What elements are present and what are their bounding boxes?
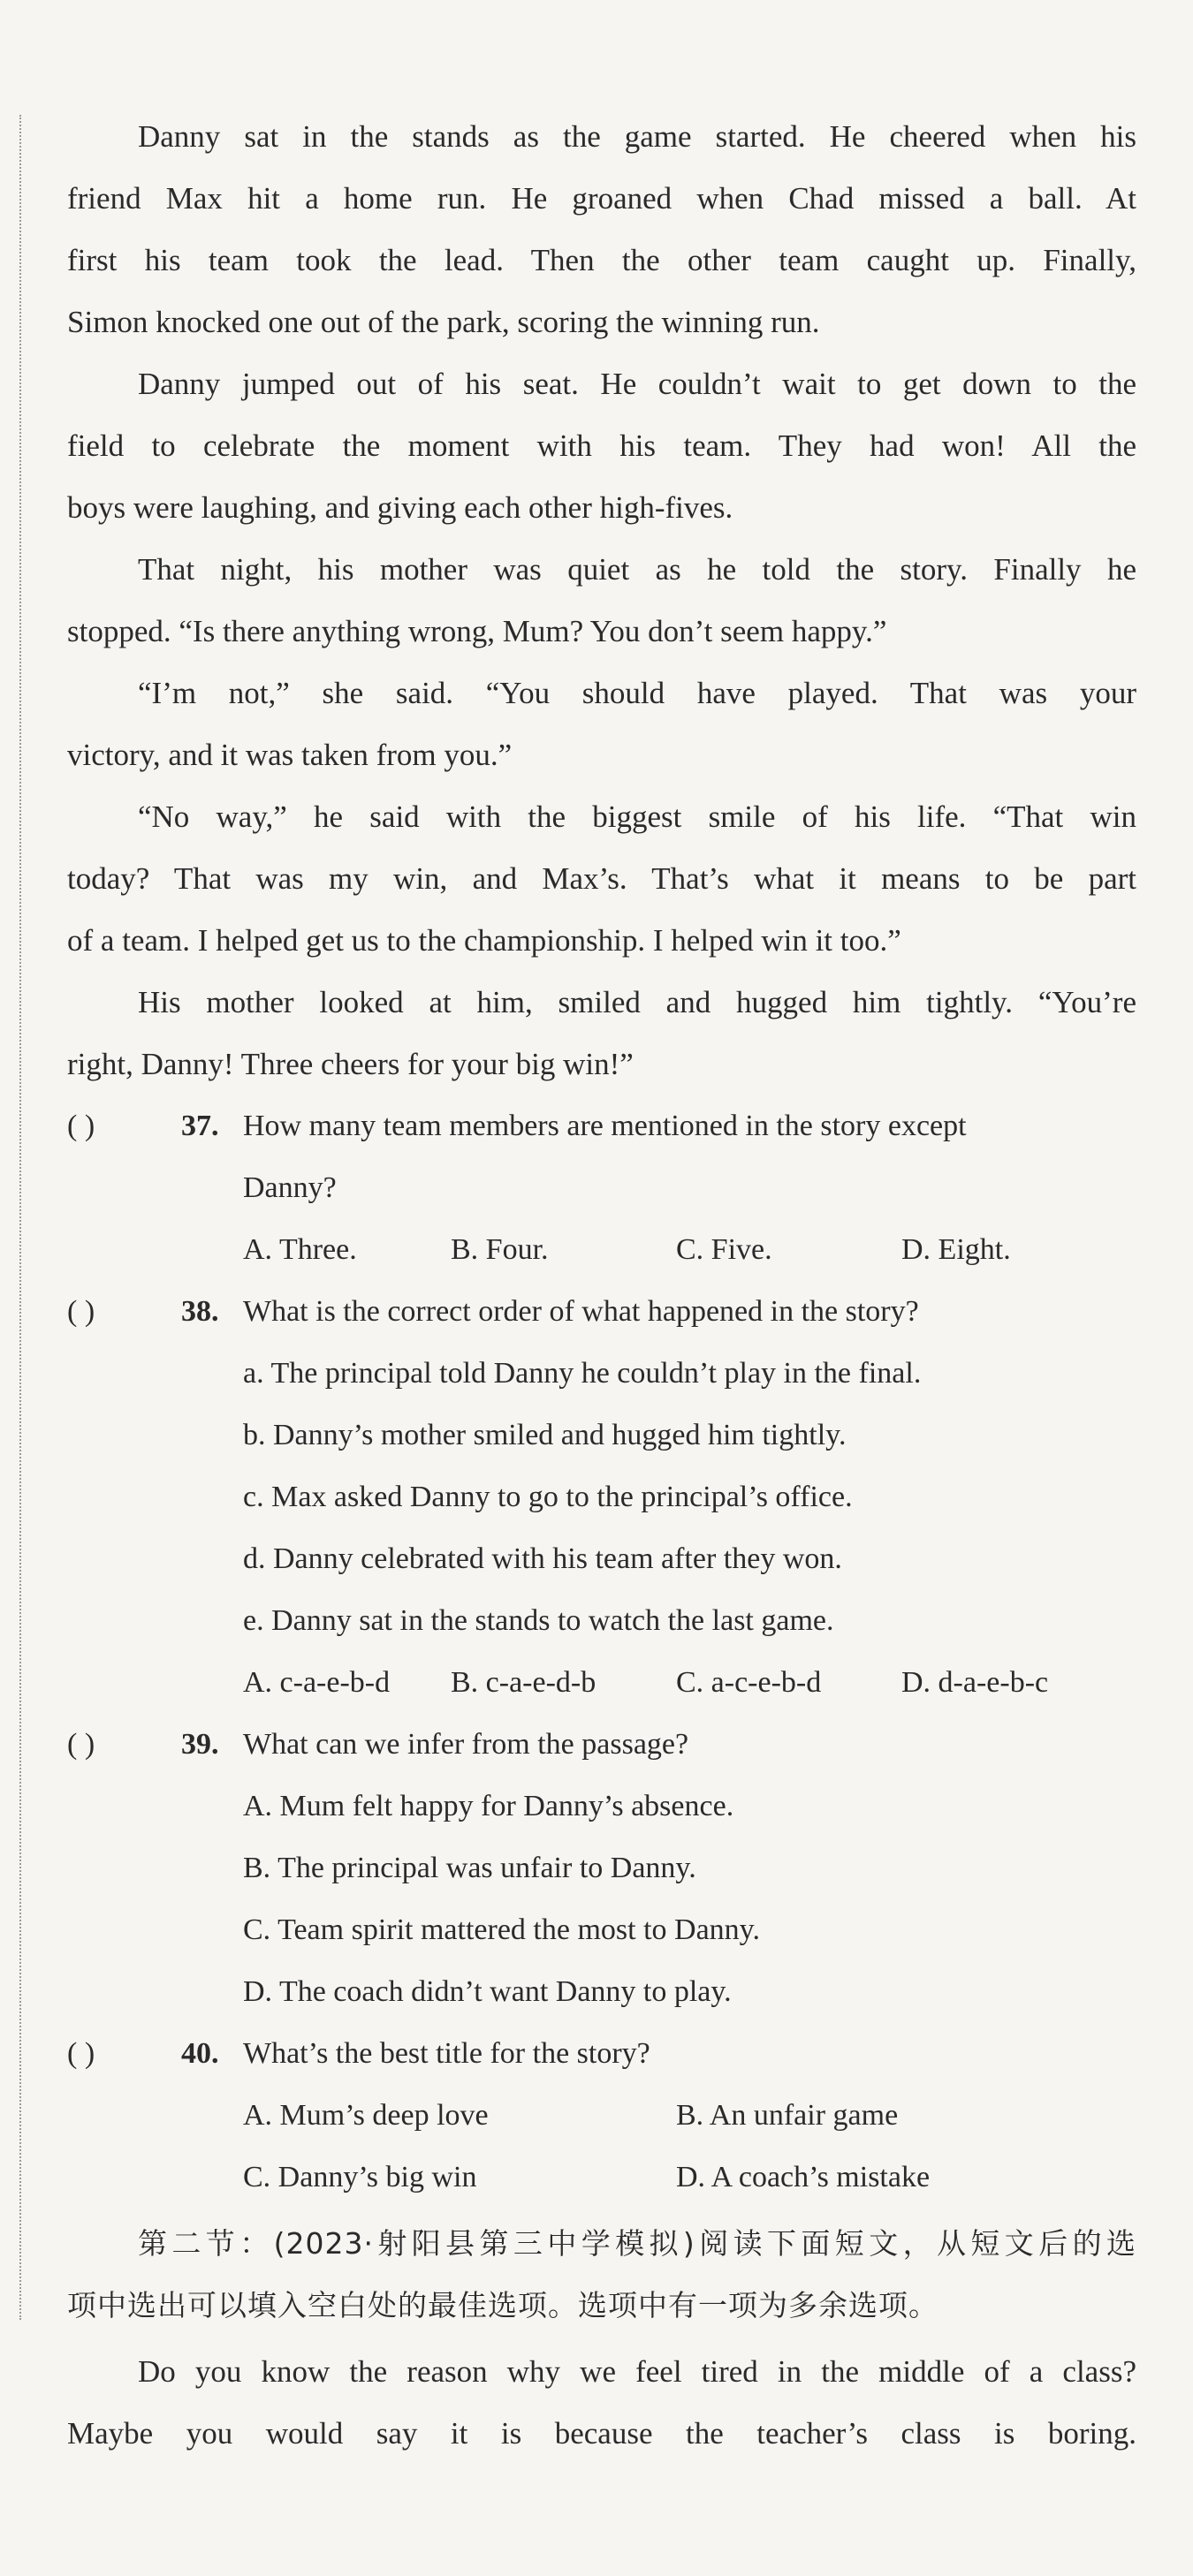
story-line: victory, and it was taken from you.” (67, 738, 513, 772)
story-line: stopped. “Is there anything wrong, Mum? You don’t seem happy.” (67, 614, 887, 648)
option-b[interactable]: B. c-a-e-d-b (451, 1666, 596, 1699)
question-number: 39. (181, 1728, 219, 1761)
option-c[interactable]: C. Danny’s big win (243, 2161, 477, 2193)
story-line: of a team. I helped get us to the championship. I helped win it too.” (67, 923, 901, 958)
question-number: 38. (181, 1295, 219, 1328)
question-text: What is the correct order of what happened in the story? (243, 1295, 919, 1328)
option-d[interactable]: D. Eight. (901, 1233, 1011, 1266)
event-item: c. Max asked Danny to go to the principal’s office. (243, 1481, 853, 1513)
story-line: Danny sat in the stands as the game started. He cheered when his (138, 119, 1136, 154)
instruction-line: 项中选出可以填入空白处的最佳选项。选项中有一项为多余选项。 (67, 2288, 938, 2322)
story-line: boys were laughing, and giving each other high-fives. (67, 490, 733, 525)
option-a[interactable]: A. c-a-e-b-d (243, 1666, 391, 1699)
event-item: e. Danny sat in the stands to watch the last game. (243, 1604, 834, 1637)
option-a[interactable]: A. Three. (243, 1233, 357, 1266)
answer-blank[interactable]: ( ) (67, 1110, 95, 1142)
option-a[interactable]: A. Mum felt happy for Danny’s absence. (243, 1790, 734, 1822)
option-c[interactable]: C. Team spirit mattered the most to Danny. (243, 1913, 760, 1946)
option-d[interactable]: D. d-a-e-b-c (901, 1666, 1049, 1699)
option-a[interactable]: A. Mum’s deep love (243, 2099, 489, 2132)
story-line: field to celebrate the moment with his team. They had won! All the (67, 428, 1136, 463)
story-line: “No way,” he said with the biggest smile of his life. “That win (138, 799, 1136, 834)
story-line: today? That was my win, and Max’s. That’s what it means to be part (67, 861, 1136, 896)
story-line: “I’m not,” she said. “You should have played. That was your (138, 676, 1136, 710)
option-d[interactable]: D. A coach’s mistake (676, 2161, 931, 2193)
event-item: a. The principal told Danny he couldn’t play in the final. (243, 1357, 922, 1390)
story-line: That night, his mother was quiet as he told the story. Finally he (138, 552, 1136, 587)
question-number: 40. (181, 2037, 219, 2070)
question-number: 37. (181, 1110, 219, 1142)
story-line: first his team took the lead. Then the other team caught up. Finally, (67, 243, 1136, 277)
instruction-line: 第二节：(2023·射阳县第三中学模拟)阅读下面短文，从短文后的选 (138, 2226, 1136, 2261)
answer-blank[interactable]: ( ) (67, 2037, 95, 2070)
option-b[interactable]: B. The principal was unfair to Danny. (243, 1852, 696, 1884)
story-line: friend Max hit a home run. He groaned when Chad missed a ball. At (67, 181, 1136, 216)
story-line: right, Danny! Three cheers for your big win!” (67, 1047, 634, 1081)
question-text: What can we infer from the passage? (243, 1728, 689, 1761)
option-b[interactable]: B. Four. (451, 1233, 549, 1266)
option-b[interactable]: B. An unfair game (676, 2099, 899, 2132)
event-item: d. Danny celebrated with his team after they won. (243, 1542, 842, 1575)
answer-blank[interactable]: ( ) (67, 1295, 95, 1328)
story-line: Danny jumped out of his seat. He couldn’t wait to get down to the (138, 367, 1136, 401)
story-line: His mother looked at him, smiled and hugged him tightly. “You’re (138, 985, 1136, 1019)
story-line: Simon knocked one out of the park, scoring the winning run. (67, 305, 820, 339)
option-c[interactable]: C. a-c-e-b-d (676, 1666, 822, 1699)
passage-line: Do you know the reason why we feel tired in the middle of a class? (138, 2354, 1136, 2389)
option-d[interactable]: D. The coach didn’t want Danny to play. (243, 1975, 732, 2008)
question-text: What’s the best title for the story? (243, 2037, 650, 2070)
question-text: How many team members are mentioned in the story except (243, 1110, 967, 1142)
question-text: Danny? (243, 1171, 337, 1204)
option-c[interactable]: C. Five. (676, 1233, 772, 1266)
answer-blank[interactable]: ( ) (67, 1728, 95, 1761)
event-item: b. Danny’s mother smiled and hugged him tightly. (243, 1419, 847, 1451)
passage-line: Maybe you would say it is because the teacher’s class is boring. (67, 2416, 1136, 2451)
